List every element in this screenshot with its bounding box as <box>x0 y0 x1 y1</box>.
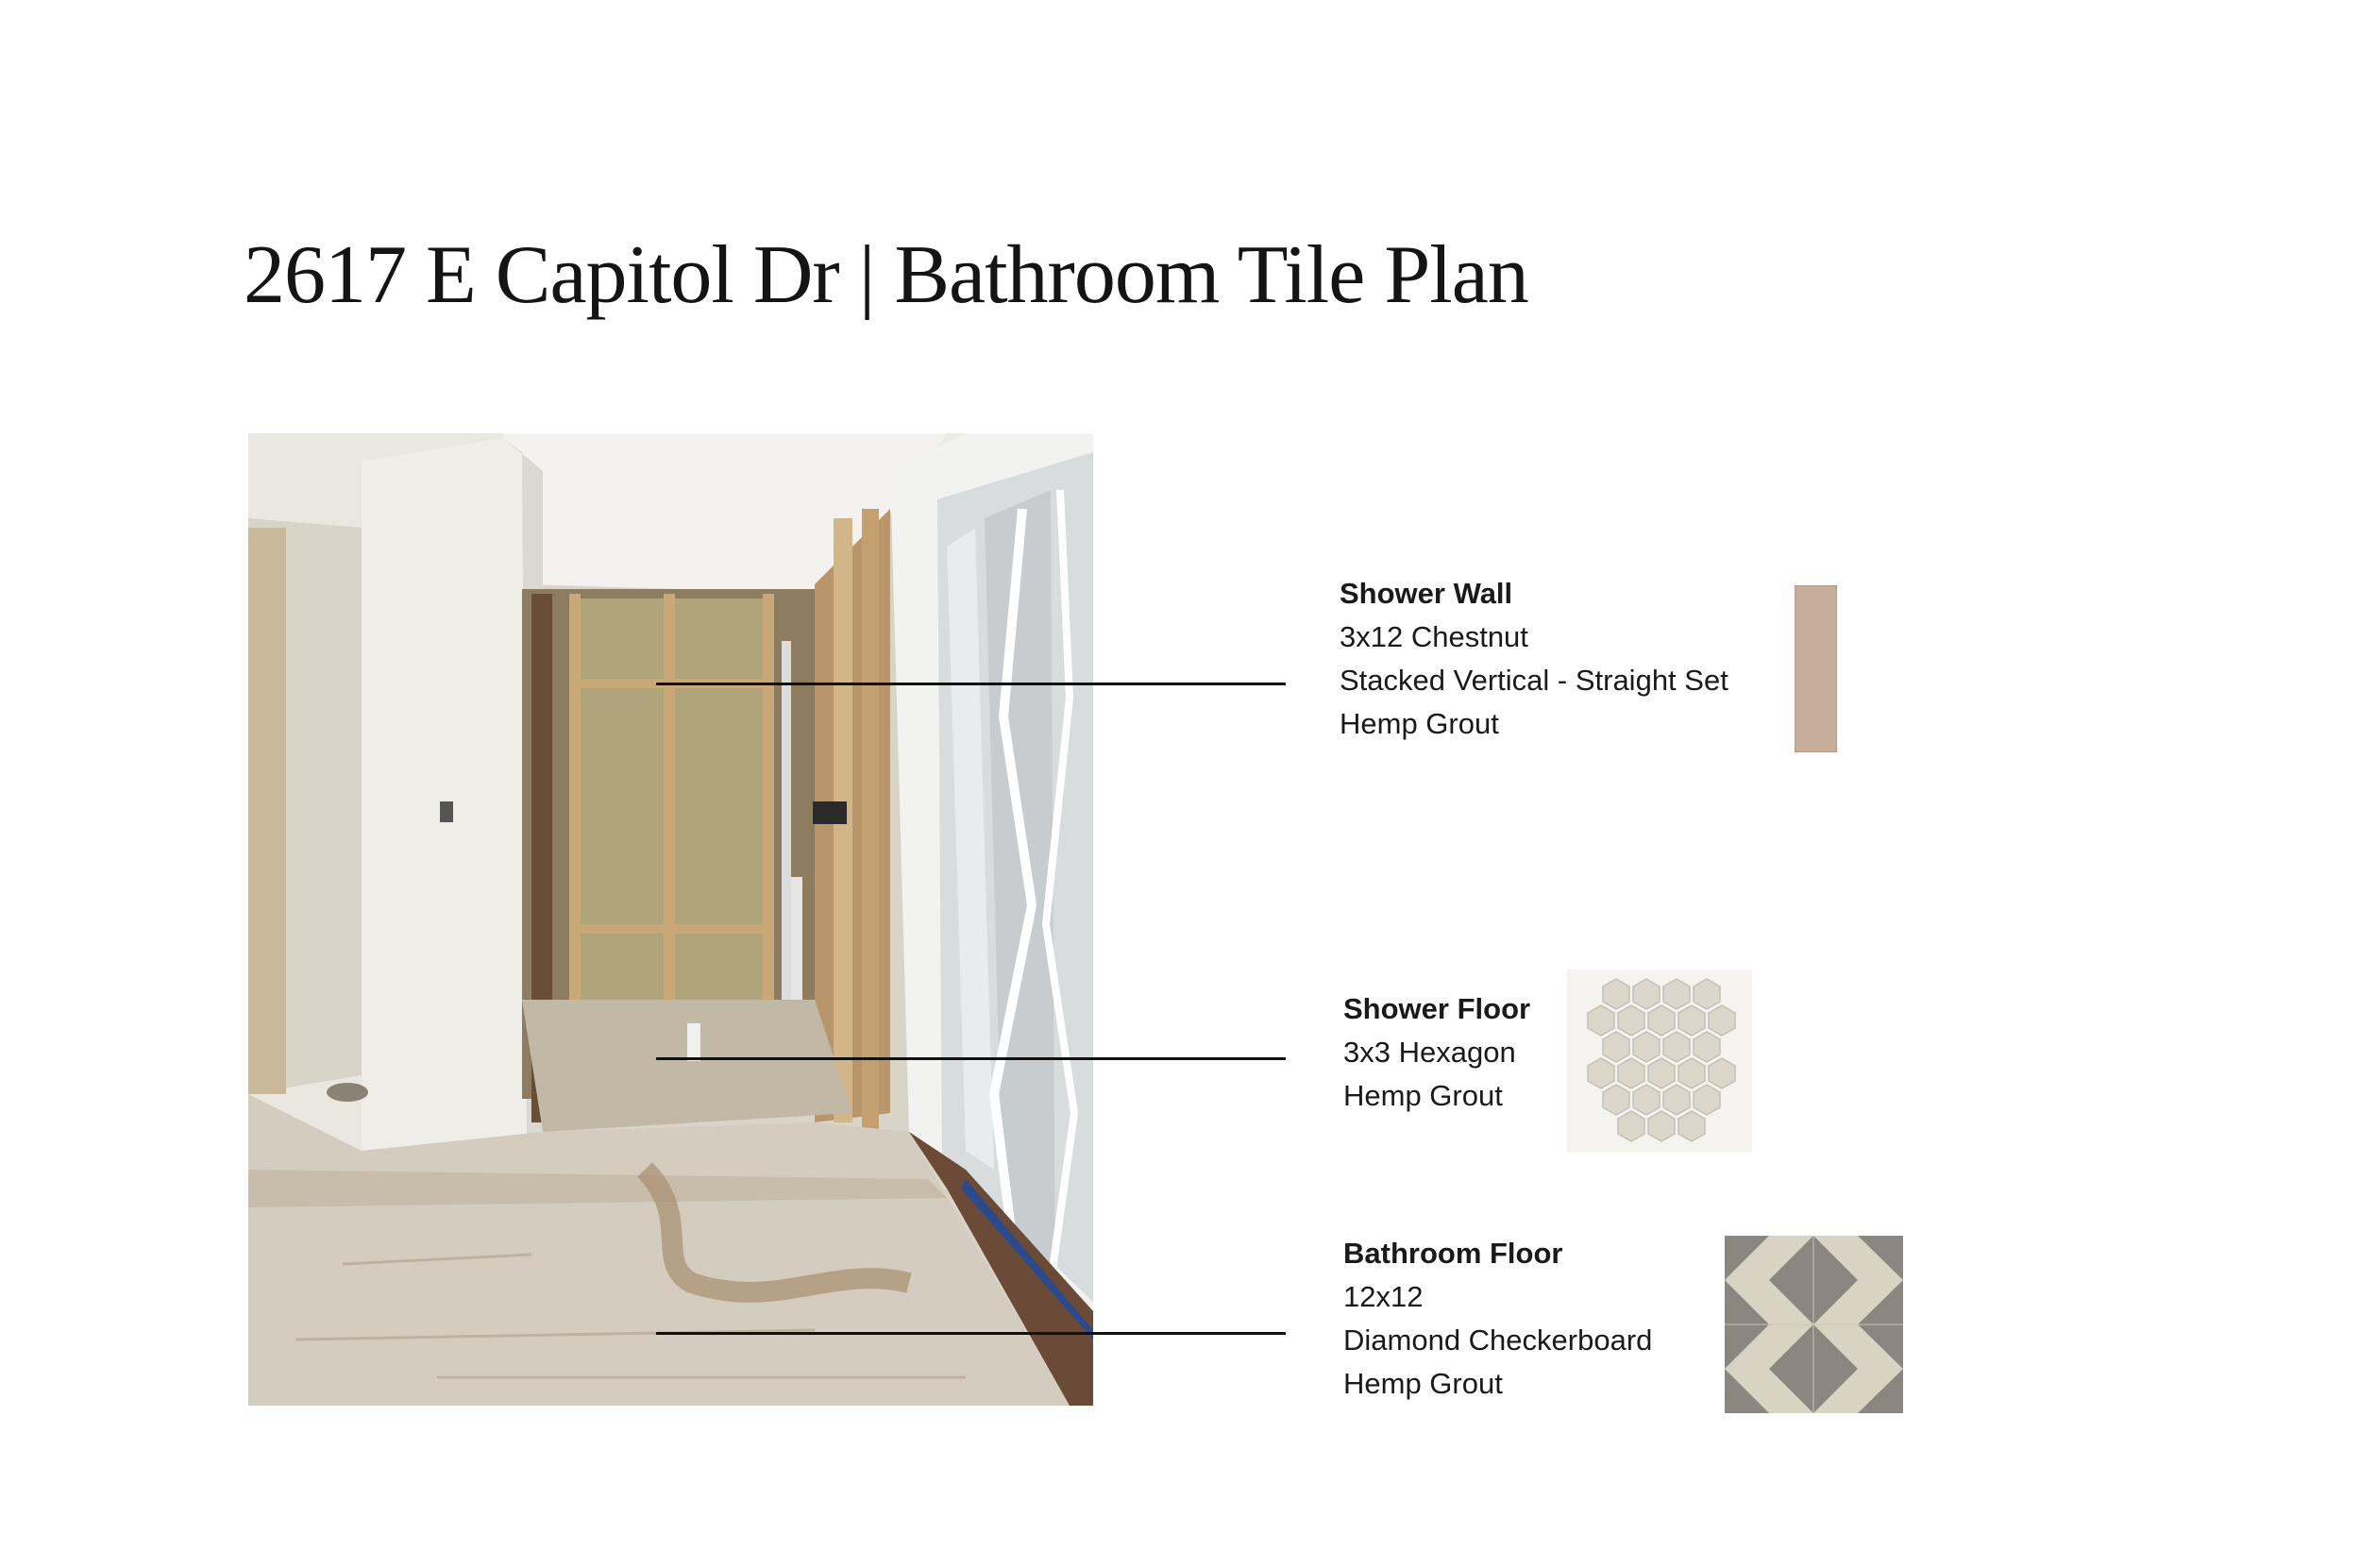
spec-line: Hemp Grout <box>1340 707 1499 740</box>
page-title: 2617 E Capitol Dr | Bathroom Tile Plan <box>244 229 1528 321</box>
shower-wall-tile-swatch <box>1795 585 1837 752</box>
spec-bathroom-floor <box>1343 1232 1652 1406</box>
shower-floor-leader-line <box>656 1057 1286 1060</box>
shower-floor-hexagon-swatch <box>1567 969 1752 1153</box>
bathroom-construction-photo <box>248 433 1093 1406</box>
spec-line: Hemp Grout <box>1343 1079 1503 1112</box>
spec-title: Bathroom Floor <box>1343 1237 1563 1270</box>
shower-wall-leader-line <box>656 683 1286 685</box>
spec-line: 3x3 Hexagon <box>1343 1036 1516 1069</box>
spec-shower-floor <box>1343 987 1530 1118</box>
spec-title: Shower Floor <box>1343 992 1531 1025</box>
spec-line: Hemp Grout <box>1343 1367 1503 1400</box>
spec-title: Shower Wall <box>1340 577 1513 610</box>
bathroom-floor-leader-line <box>656 1332 1286 1335</box>
spec-line: Stacked Vertical - Straight Set <box>1340 664 1728 697</box>
spec-line: 12x12 <box>1343 1280 1424 1313</box>
bathroom-floor-checkerboard-swatch <box>1725 1236 1903 1413</box>
spec-line: Diamond Checkerboard <box>1343 1324 1653 1357</box>
spec-shower-wall <box>1340 572 1728 746</box>
spec-line: 3x12 Chestnut <box>1340 620 1528 653</box>
